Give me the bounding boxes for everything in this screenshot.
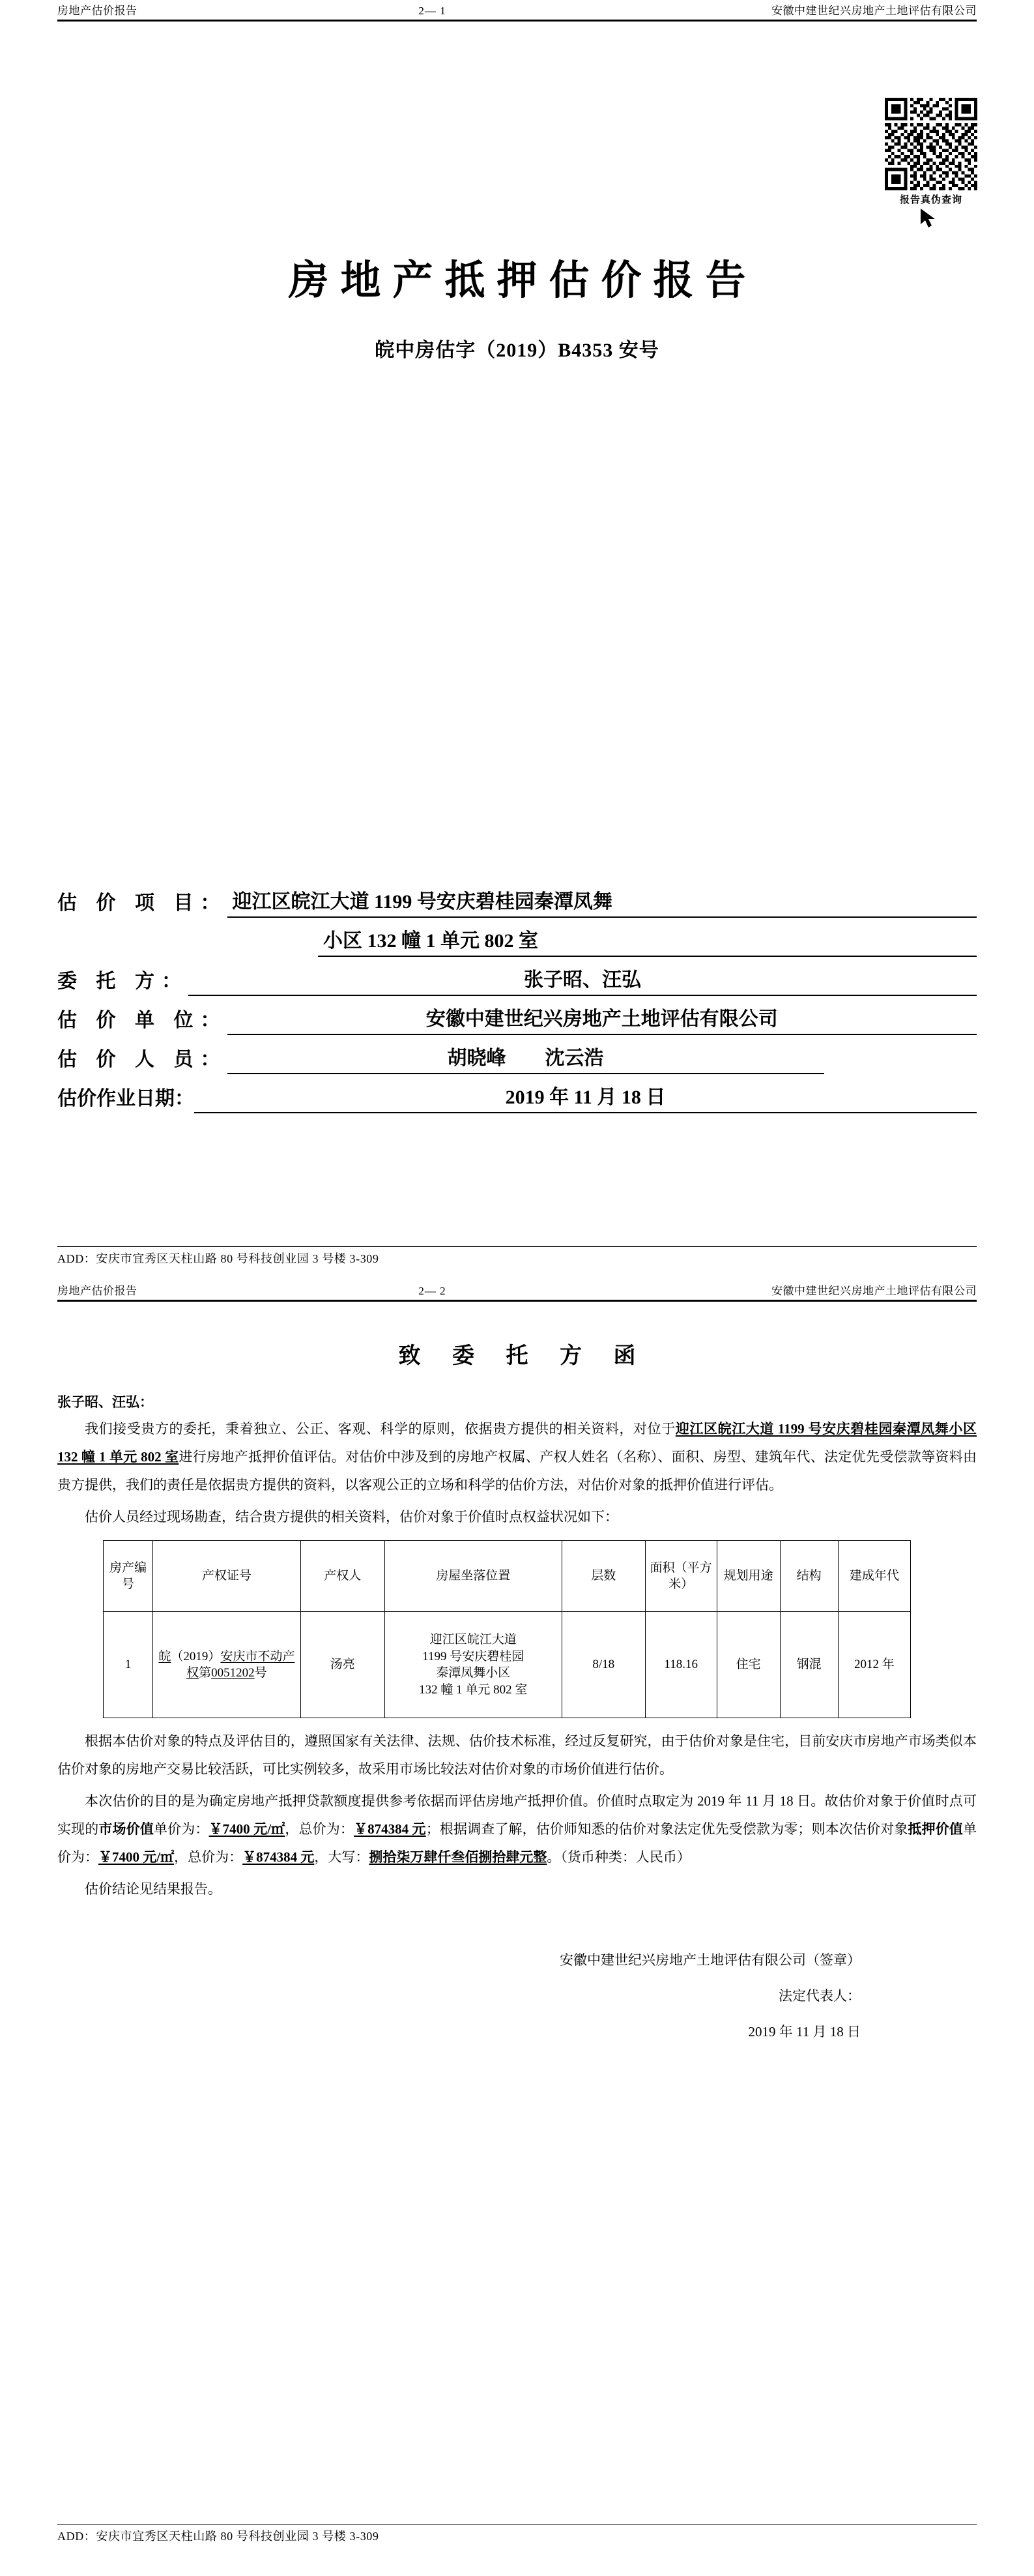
cursor-pointer-icon xyxy=(918,207,944,229)
qr-code-icon[interactable] xyxy=(885,98,977,190)
cell-structure: 钢混 xyxy=(780,1612,838,1718)
letter-to-client xyxy=(57,1321,977,2049)
header-rule xyxy=(57,20,977,22)
col-header-cert-no: 产权证号 xyxy=(153,1541,301,1612)
para1-subject-property: 迎江区皖江大道 1199 号安庆碧桂园秦潭凤舞小区 132 幢 1 单元 802 室 xyxy=(57,1421,977,1465)
address-line-3: 秦潭凤舞小区 xyxy=(436,1666,511,1680)
signature-company: 安徽中建世纪兴房地产土地评估有限公司（签章） xyxy=(560,1952,861,1969)
col-header-owner: 产权人 xyxy=(300,1541,384,1612)
cell-cert-no xyxy=(153,1612,301,1718)
para4-text-a: 本次估价的目的是为确定房地产抵押贷款额度提供参考依据而评估房地产抵押价值。价值时点取定为 2019 年 11 月 18 日。故估价对象于价值时点可实现的 xyxy=(57,1793,977,1837)
cert-di: 第 xyxy=(199,1666,212,1680)
running-header-left-page2: 房地产估价报告 xyxy=(57,1285,137,1297)
field-client-value[interactable]: 张子昭、汪弘 xyxy=(188,963,977,996)
cell-owner: 汤亮 xyxy=(300,1612,384,1718)
address-line-4: 132 幢 1 单元 802 室 xyxy=(419,1682,528,1697)
market-unit-price: ￥7400 元/㎡ xyxy=(208,1821,285,1837)
report-verification-qr-block[interactable] xyxy=(866,98,996,229)
col-header-structure: 结构 xyxy=(780,1541,838,1612)
letter-salutation: 张子昭、汪弘： xyxy=(57,1394,153,1410)
para4-text-h: ，总价为： xyxy=(174,1849,243,1866)
field-appraisers-value[interactable]: 胡晓峰 沈云浩 xyxy=(227,1042,824,1074)
cert-hao: 号 xyxy=(254,1666,267,1680)
para4-text-d: ，总价为： xyxy=(285,1821,354,1837)
running-header-right-page2: 安徽中建世纪兴房地产土地评估有限公司 xyxy=(771,1285,977,1297)
col-header-floor: 层数 xyxy=(562,1541,645,1612)
mortgage-value-term: 抵押价值 xyxy=(908,1821,964,1837)
para4-text-i: ，大写： xyxy=(314,1849,369,1866)
field-appraisal-date-value[interactable]: 2019 年 11 月 18 日 xyxy=(194,1081,977,1113)
col-header-year: 建成年代 xyxy=(838,1541,910,1612)
page2-running-header xyxy=(57,1285,977,1302)
field-appraisers xyxy=(57,1038,977,1074)
running-header-page: 2— 1 xyxy=(418,5,446,17)
cert-year: （2019） xyxy=(171,1649,221,1663)
table-header-row xyxy=(104,1541,911,1612)
property-table xyxy=(103,1540,911,1718)
cell-use: 住宅 xyxy=(717,1612,780,1718)
cert-city: 安庆 xyxy=(220,1649,246,1663)
running-header-row xyxy=(57,5,977,20)
mortgage-total-price: ￥874384 元 xyxy=(242,1849,315,1866)
letter-paragraph-1 xyxy=(57,1415,977,1499)
signature-date: 2019 年 11 月 18 日 xyxy=(748,2023,861,2040)
field-client-label: 委 托 方： xyxy=(57,971,188,992)
amount-in-words: 捌拾柒万肆仟叁佰捌拾肆元整 xyxy=(369,1849,547,1866)
letter-title: 致 委 托 方 函 xyxy=(398,1344,649,1368)
running-header-row-page2 xyxy=(57,1285,977,1300)
report-number: 皖中房估字（2019）B4353 安号 xyxy=(375,340,659,361)
page-title: 房地产抵押估价报告 xyxy=(288,259,758,303)
field-project-label: 估 价 项 目： xyxy=(57,892,227,914)
letter-paragraph-5: 估价结论见结果报告。 xyxy=(85,1881,222,1897)
field-project-continuation xyxy=(57,920,977,957)
field-project-value-line1[interactable]: 迎江区皖江大道 1199 号安庆碧桂园秦潭凤舞 xyxy=(227,885,977,918)
para4-text-c: 单价为： xyxy=(153,1821,209,1837)
page2-footer xyxy=(57,2524,977,2544)
col-header-address: 房屋坐落位置 xyxy=(384,1541,562,1612)
page1-footer xyxy=(57,1246,977,1266)
running-header-right: 安徽中建世纪兴房地产土地评估有限公司 xyxy=(771,5,977,17)
letter-paragraph-3: 根据本估价对象的特点及评估目的，遵照国家有关法律、法规、估价技术标准，经过反复研究，由于估价对象是住宅，目前安庆市房地产市场类似本估价对象的房地产交易比较活跃，可比实例较多，故采用市场比较法对估价对象的市场价值进行估价。 xyxy=(57,1733,977,1778)
field-firm xyxy=(57,999,977,1035)
field-appraisal-date xyxy=(57,1077,977,1113)
mortgage-unit-price: ￥7400 元/㎡ xyxy=(98,1849,175,1866)
market-total-price: ￥874384 元 xyxy=(354,1821,426,1837)
para4-text-g: 单价为： xyxy=(57,1821,977,1866)
cover-fields xyxy=(57,881,977,1116)
property-table-body xyxy=(104,1612,911,1718)
field-firm-label: 估 价 单 位： xyxy=(57,1010,227,1031)
cell-year: 2012 年 xyxy=(838,1612,910,1718)
property-table-head xyxy=(104,1541,911,1612)
letter-paragraph-4 xyxy=(57,1787,977,1871)
field-client xyxy=(57,959,977,996)
qr-caption: 报告真伪查询 xyxy=(899,195,962,205)
field-appraisal-date-label: 估价作业日期： xyxy=(57,1088,194,1109)
field-appraisers-label: 估 价 人 员： xyxy=(57,1049,227,1070)
cell-area: 118.16 xyxy=(645,1612,717,1718)
signature-block xyxy=(57,1942,977,2049)
running-header-page-page2: 2— 2 xyxy=(418,1285,446,1297)
table-row xyxy=(104,1612,911,1718)
footer-address-page1: ADD：安庆市宜秀区天柱山路 80 号科技创业园 3 号楼 3-309 xyxy=(57,1252,379,1265)
col-header-area: 面积（平方米） xyxy=(645,1541,717,1612)
address-line-1: 迎江区皖江大道 xyxy=(429,1632,517,1647)
market-value-term: 市场价值 xyxy=(98,1821,154,1837)
para4-text-j: 。（货币种类：人民币） xyxy=(547,1849,691,1866)
field-firm-value[interactable]: 安徽中建世纪兴房地产土地评估有限公司 xyxy=(227,1003,977,1035)
para1-text-a: 我们接受贵方的委托，秉着独立、公正、客观、科学的原则，依据贵方提供的相关资料，对位于 xyxy=(85,1421,676,1437)
cell-floor: 8/18 xyxy=(562,1612,645,1718)
col-header-use: 规划用途 xyxy=(717,1541,780,1612)
para1-text-b: 进行房地产抵押价值评估。对估价中涉及到的房地产权属、产权人姓名（名称）、面积、房型、建筑年代、法定优先受偿款等资料由贵方提供，我们的责任是依据贵方提供的资料，以客观公正的立场和科学的估价方法，对估价对象的抵押价值进行评估。 xyxy=(57,1449,977,1493)
para4-text-e: ；根据调查了解，估价师知悉的估价对象法定优先受偿款为零；则本次估价对象 xyxy=(425,1821,908,1837)
cert-mid: 市不动产权 xyxy=(186,1649,295,1680)
address-line-2: 1199 号安庆碧桂园 xyxy=(422,1649,524,1663)
cell-no: 1 xyxy=(104,1612,153,1718)
letter-paragraph-2: 估价人员经过现场勘查，结合贵方提供的相关资料，估价对象于价值时点权益状况如下： xyxy=(85,1509,618,1525)
col-header-no: 房产编号 xyxy=(104,1541,153,1612)
field-project-value-line2[interactable]: 小区 132 幢 1 单元 802 室 xyxy=(318,924,977,957)
signature-legal-representative: 法定代表人： xyxy=(779,1988,861,2004)
running-header-left: 房地产估价报告 xyxy=(57,5,137,17)
cert-number: 0051202 xyxy=(211,1666,255,1680)
cert-prefix: 皖 xyxy=(158,1649,171,1663)
cell-address xyxy=(384,1612,562,1718)
header-rule-page2 xyxy=(57,1300,977,1302)
footer-address-page2: ADD：安庆市宜秀区天柱山路 80 号科技创业园 3 号楼 3-309 xyxy=(57,2530,379,2543)
page1-running-header xyxy=(57,5,977,22)
field-project xyxy=(57,881,977,918)
